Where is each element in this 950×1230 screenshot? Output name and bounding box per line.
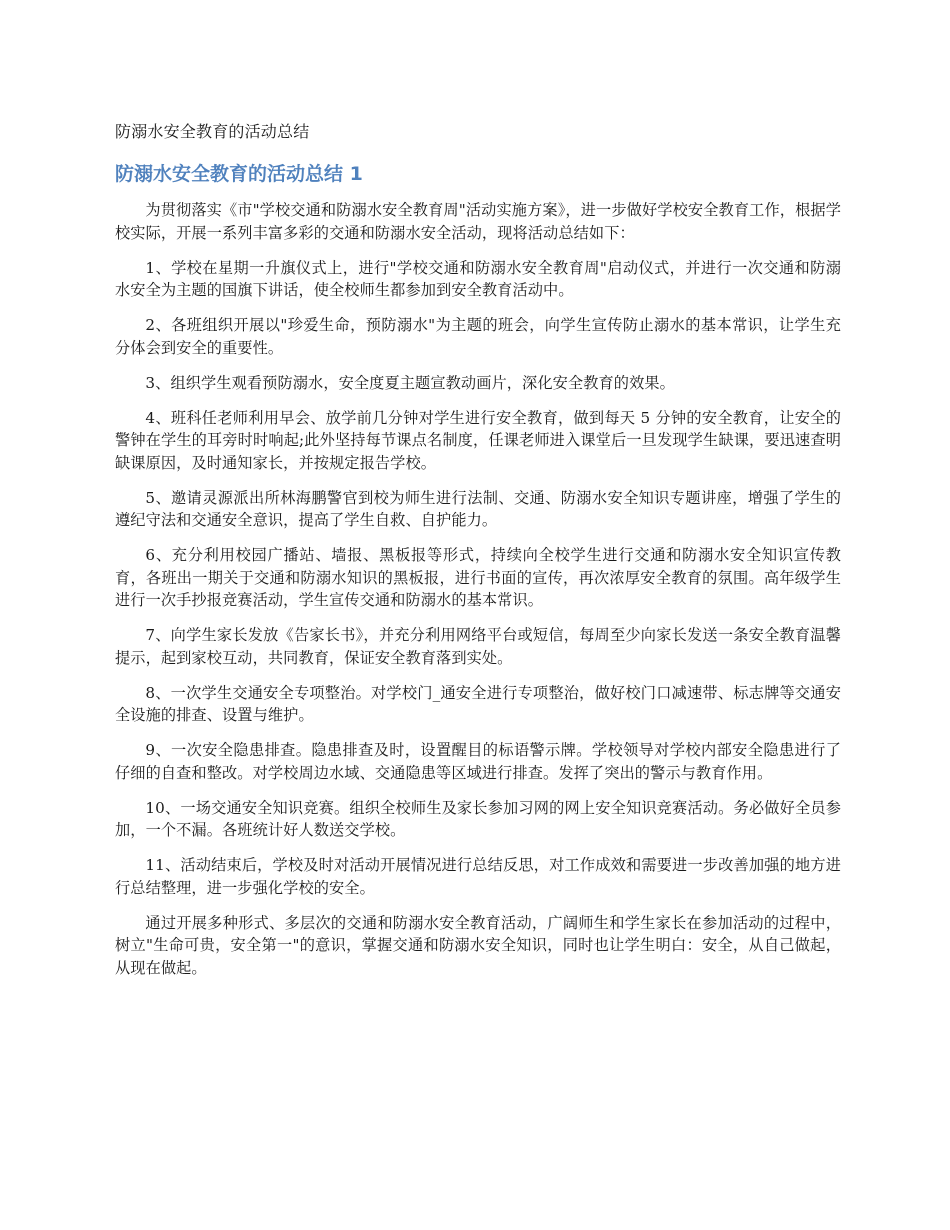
paragraph-item-2: 2、各班组织开展以"珍爱生命，预防溺水"为主题的班会，向学生宣传防止溺水的基本常识，让学生充分体会到安全的重要性。	[115, 316, 841, 357]
paragraph-item-10: 10、一场交通安全知识竞赛。组织全校师生及家长参加习网的网上安全知识竞赛活动。务必做好全员参加，一个不漏。各班统计好人数送交学校。	[115, 798, 841, 839]
section-heading: 防溺水安全教育的活动总结 1	[115, 163, 363, 185]
paragraph-item-7: 7、向学生家长发放《告家长书》，并充分利用网络平台或短信，每周至少向家长发送一条安全教育温馨提示，起到家校互动，共同教育，保证安全教育落到实处。	[115, 626, 841, 667]
paragraph-item-4: 4、班科任老师利用早会、放学前几分钟对学生进行安全教育，做到每天 5 分钟的安全教育，让安全的警钟在学生的耳旁时时响起;此外坚持每节课点名制度，任课老师进入课堂后一旦发现学生缺课，要迅速查明缺课原因，及时通知家长，并按规定报告学校。	[115, 408, 841, 472]
paragraph-item-11: 11、活动结束后，学校及时对活动开展情况进行总结反思，对工作成效和需要进一步改善加强的地方进行总结整理，进一步强化学校的安全。	[115, 856, 841, 897]
document-page	[115, 120, 841, 992]
document-title: 防溺水安全教育的活动总结	[115, 122, 310, 141]
paragraph-item-6: 6、充分利用校园广播站、墙报、黑板报等形式，持续向全校学生进行交通和防溺水安全知识宣传教育，各班出一期关于交通和防溺水知识的黑板报，进行书面的宣传，再次浓厚安全教育的氛围。高年级学生进行一次手抄报竞赛活动，学生宣传交通和防溺水的基本常识。	[115, 546, 841, 609]
paragraph-item-8: 8、一次学生交通安全专项整治。对学校门_通安全进行专项整治，做好校门口减速带、标志牌等交通安全设施的排查、设置与维护。	[115, 683, 841, 724]
paragraph-item-3: 3、组织学生观看预防溺水，安全度夏主题宣教动画片，深化安全教育的效果。	[145, 373, 675, 392]
paragraph-item-9: 9、一次安全隐患排查。隐患排查及时，设置醒目的标语警示牌。学校领导对学校内部安全隐患进行了仔细的自查和整改。对学校周边水域、交通隐患等区域进行排查。发挥了突出的警示与教育作用。	[115, 741, 841, 782]
paragraph-item-5: 5、邀请灵源派出所林海鹏警官到校为师生进行法制、交通、防溺水安全知识专题讲座，增强了学生的遵纪守法和交通安全意识，提高了学生自救、自护能力。	[115, 488, 841, 529]
intro-paragraph: 为贯彻落实《市"学校交通和防溺水安全教育周"活动实施方案》，进一步做好学校安全教育工作，根据学校实际，开展一系列丰富多彩的交通和防溺水安全活动，现将活动总结如下：	[115, 201, 841, 242]
paragraph-item-1: 1、学校在星期一升旗仪式上，进行"学校交通和防溺水安全教育周"启动仪式，并进行一次交通和防溺水安全为主题的国旗下讲话，使全校师生都参加到安全教育活动中。	[115, 258, 841, 299]
conclusion-paragraph: 通过开展多种形式、多层次的交通和防溺水安全教育活动，广阔师生和学生家长在参加活动的过程中，树立"生命可贵，安全第一"的意识，掌握交通和防溺水安全知识，同时也让学生明白：安全，从自己做起，从现在做起。	[115, 913, 841, 977]
